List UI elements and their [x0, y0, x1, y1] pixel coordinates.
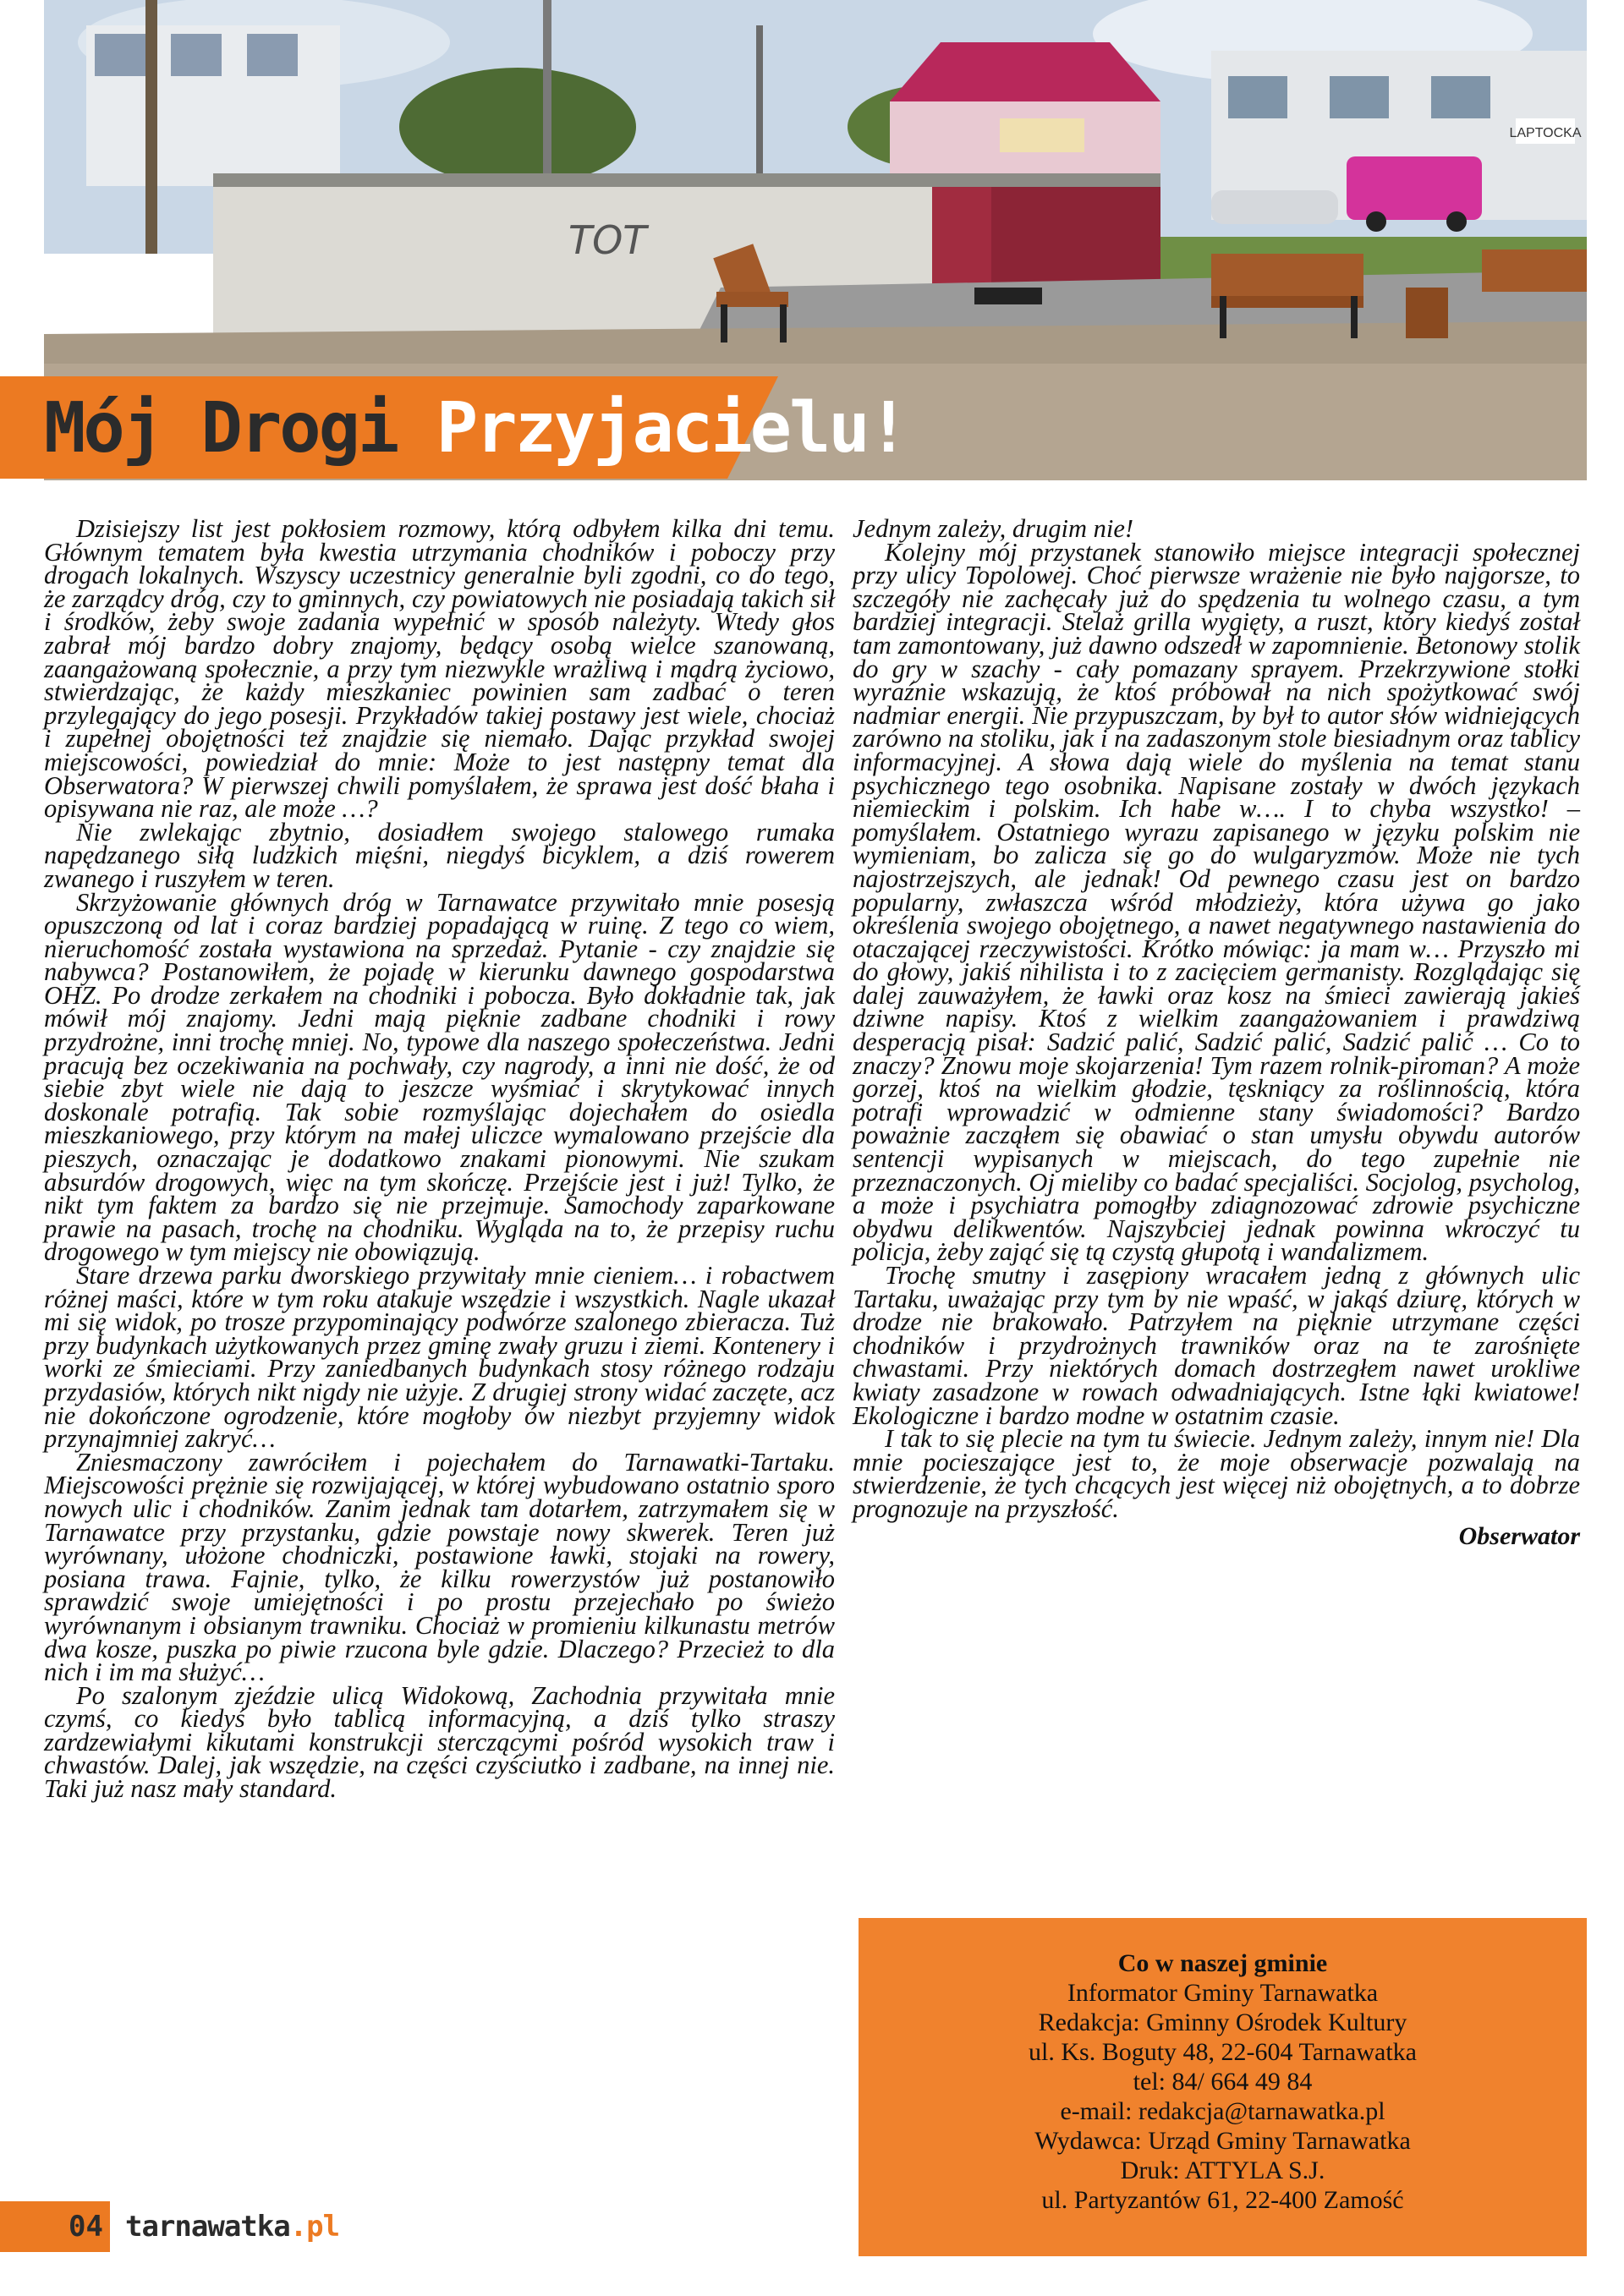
info-line: Redakcja: Gminny Ośrodek Kultury	[1038, 2008, 1407, 2036]
paragraph: Stare drzewa parku dworskiego przywitały mnie cieniem… i robactwem różnej maści, które w tym roku atakuje wszędzie i wszystkich. Nagle ukazał mi się widok, po trosze przypominający podwórze szalonego zbieracza. Tuż przy budynkach użytkowanych przez gminę zwały gruzu i ziemi. Kontenery i worki ze śmieciami. Przy zaniedbanych budynkach stosy różnego rodzaju przydasiów, których nikt nigdy nie użyje. Z drugiej strony widać zaczęte, acz nie dokończone ogrodzenie, które mogłoby ów niezbyt przyjemny widok przynajmniej zakryć…	[44, 1261, 835, 1454]
info-line: Druk: ATTYLA S.J.	[1120, 2156, 1325, 2184]
paragraph: Po szalonym zjeździe ulicą Widokową, Zachodnia przywitała mnie czymś, co kiedyś było tablicą informacyjną, a dziś tylko straszy zardzewiałymi kikutami konstrukcji sterczącymi pośród wysokich traw i chwastów. Dalej, jak wszędzie, na części czyściutko i zadbane, na innej nie. Taki już nasz mały standard.	[44, 1680, 835, 1804]
article-column-right	[853, 514, 1580, 1550]
site-name-main: tarnawatka	[125, 2210, 290, 2244]
paragraph: Trochę smutny i zasępiony wracałem jedną z głównych ulic Tartaku, uważając przy tym by nie wpaść, w jakąś dziurę, których w drodze nie brakowało. Patrzyłem na pięknie utrzymane części chodników i przydrożnych trawników oraz na te zarośnięte chwastami. Przy niektórych domach dostrzegłem nawet urokliwe kwiaty zasadzone w rowach odwadniających. Istne łąki kwiatowe! Ekologiczne i bardzo modne w ostatnim czasie.	[853, 1261, 1580, 1430]
site-name-tld: .pl	[289, 2210, 340, 2244]
page-footer	[0, 2201, 338, 2252]
page-number-box	[0, 2201, 110, 2252]
info-line: Wydawca: Urząd Gminy Tarnawatka	[1034, 2127, 1411, 2155]
paragraph: Skrzyżowanie głównych dróg w Tarnawatce przywitało mnie posesją opuszczoną od lat i coraz bardziej popadającą w ruinę. Z tego co wiem, nieruchomość została wystawiona na sprzedaż. Pytanie - czy znajdzie się nabywca? Postanowiłem, że pojadę w kierunku dawnego gospodarstwa OHZ. Po drodze zerkałem na chodniki i pobocza. Było dokładnie tak, jak mówił mój znajomy. Jedni mają pięknie zadbane chodniki i rowy przydrożne, inni trochę mniej. No, typowe dla naszego społeczeństwa. Jedni pracują bez oczekiwania na pochwały, czy nagrody, a inni nie dość, że od siebie zbyt wiele nie dają to jeszcze wyśmiać i skrytykować innych doskonale potrafią. Tak sobie rozmyślając dojechałem do osiedla mieszkaniowego, przy którym na małej uliczce wymalowano przejście dla pieszych, oznaczając je dodatkowo znakami pionowymi. Nie szukam absurdów drogowych, więc na tym skończę. Przejście jest i już! Tylko, że nikt tym faktem za bardzo się nie przejmuje. Samochody zaparkowane prawie na pasach, trochę na chodniku. Wygląda na to, że przepisy ruchu drogowego w tym miejscy nie obowiązują.	[44, 887, 835, 1267]
paragraph: Zniesmaczony zawróciłem i pojechałem do Tarnawatki-Tartaku. Miejscowości prężnie się rozwijającej, w której wybudowano ostatnio sporo nowych ulic i chodników. Zanim jednak tam dotarłem, zatrzymałem się w Tarnawatce przy przystanku, gdzie powstaje nowy skwerek. Teren już wyrównany, ułożone chodniczki, postawione ławki, stojaki na rowery, posiana trawa. Fajnie, tylko, że kilku rowerzystów już postanowiło sprawdzić swoje umiejętności i po prostu przejechało po świeżo wyrównanym i obsianym trawniku. Chociaż w promieniu kilkunastu metrów dwa kosze, puszka po piwie rzucona byle gdzie. Dlaczego? Przecież to dla nich i im ma służyć…	[44, 1447, 835, 1687]
paragraph-continuation: Jednym zależy, drugim nie!	[853, 514, 1134, 543]
article-title	[44, 382, 907, 475]
article-column-left	[44, 514, 835, 1804]
author-signature: Obserwator	[1458, 1521, 1580, 1550]
shop-sign-text: LAPTOCKA	[1509, 126, 1582, 140]
title-part-2: Przyjacielu!	[436, 388, 908, 469]
page-number: 04	[69, 2210, 103, 2244]
paragraph: Nie zwlekając zbytnio, dosiadłem swojego stalowego rumaka napędzanego siłą ludzkich mięśni, niegdyś bicyklem, a dziś rowerem zwanego i ruszyłem w teren.	[44, 817, 835, 893]
publisher-info-box	[859, 1918, 1587, 2256]
info-line: tel: 84/ 664 49 84	[1133, 2068, 1313, 2096]
info-line: ul. Ks. Boguty 48, 22-604 Tarnawatka	[1029, 2038, 1417, 2066]
info-line: Informator Gminy Tarnawatka	[1067, 1979, 1379, 2007]
graffiti-text: TOT	[568, 217, 647, 263]
paragraph: I tak to się plecie na tym tu świecie. Jednym zależy, innym nie! Dla mnie pocieszające jest to, że moje obserwacje pozwalają na stwierdzenie, że tych chcących jest więcej niż obojętnych, a to dobrze prognozuje na przyszłość.	[853, 1424, 1580, 1523]
paragraph: Kolejny mój przystanek stanowiło miejsce integracji społecznej przy ulicy Topolowej. Choć pierwsze wrażenie nie było najgorsze, to szczegóły nie zachęcały już do spędzenia tu wolnego czasu, a tym bardziej integracji. Stelaż grilla wygięty, a ruszt, który kiedyś został tam zamontowany, już dawno odszedł w zapomnienie. Betonowy stolik do gry w szachy - cały pomazany sprayem. Przekrzywione stołki wyraźnie wskazują, że ktoś próbował na nich spożytkować swój nadmiar energii. Nie przypuszczam, by był to autor słów widniejących zarówno na stoliku, jak i na zadaszonym stole biesiadnym oraz tablicy informacyjnej. A słowa dają wiele do myślenia na temat stanu psychicznego tego osobnika. Napisane zostały w dwóch językach niemieckim i polskim. Ich habe w…. I to chyba wszystko! – pomyślałem. Ostatniego wyrazu zapisanego w języku polskim nie wymieniam, bo zalicza się go do wulgaryzmów. Może nie tych najostrzejszych, ale jednak! Od pewnego czasu jest on bardzo popularny, zwłaszcza wśród młodzieży, która używa go jako określenia swojego obojętnego, a nawet negatywnego nastawienia do otaczającej rzeczywistości. Krótko mówiąc: ja mam w… Przyszło mi do głowy, jakiś nihilista i to z zacięciem germanisty. Rozglądając się dalej zauważyłem, że ławki oraz kosz na śmieci zawierają jakieś dziwne napisy. Ktoś z wielkim zaangażowaniem i prawdziwą desperacją pisał: Sadzić palić, Sadzić palić, Sadzić palić … Co to znaczy? Znowu moje skojarzenia! Tym razem rolnik-piroman? A może gorzej, ktoś na wielkim głodzie, tęskniący za roślinnością, która potrafi wprowadzić w odmienne stany świadomości? Bardzo poważnie zacząłem się obawiać o stan umysłu obywdu autorów sentencji wypisanych w miejscach, do tego zupełnie nie przeznaczonych. Oj mieliby co badać specjaliści. Socjolog, psycholog, a może i psychiatra pomogłby zdiagnozować zdrowie psychiczne obydwu delikwentów. Najszybciej jednak powinna wkroczyć tu policja, żeby zająć się tą czystą głupotą i wandalizmem.	[853, 537, 1580, 1267]
info-line: e-mail: redakcja@tarnawatka.pl	[1060, 2097, 1385, 2125]
site-name	[125, 2201, 339, 2252]
paragraph: Dzisiejszy list jest pokłosiem rozmowy, którą odbyłem kilka dni temu. Głównym tematem była kwestia utrzymania chodników i poboczy przy drogach lokalnych. Wszyscy uczestnicy generalnie byli zgodni, co do tego, że zarządcy dróg, czy to gminnych, czy powiatowych nie posiadają takich sił i środków, żeby swoje zadania wypełnić w sposób należyty. Wtedy głos zabrał mój bardzo dobry znajomy, będący osobą wielce szanowaną, zaangażowaną społecznie, a przy tym niezwykle wrażliwą i mądrą życiowo, stwierdzając, że każdy mieszkaniec powinien sam zadbać o teren przylegający do jego posesji. Przykładów takiej postawy jest wiele, chociaż i zupełnej obojętności też znajdzie się niemało. Dając przykład swojej miejscowości, powiedział do mnie: Może to jest następny temat dla Obserwatora? W pierwszej chwili pomyślałem, że sprawa jest dość błaha i opisywana nie raz, ale może …?	[44, 514, 835, 824]
title-part-1: Mój Drogi	[44, 388, 398, 469]
info-line: ul. Partyzantów 61, 22-400 Zamość	[1041, 2186, 1404, 2214]
info-heading: Co w naszej gminie	[1117, 1949, 1328, 1977]
